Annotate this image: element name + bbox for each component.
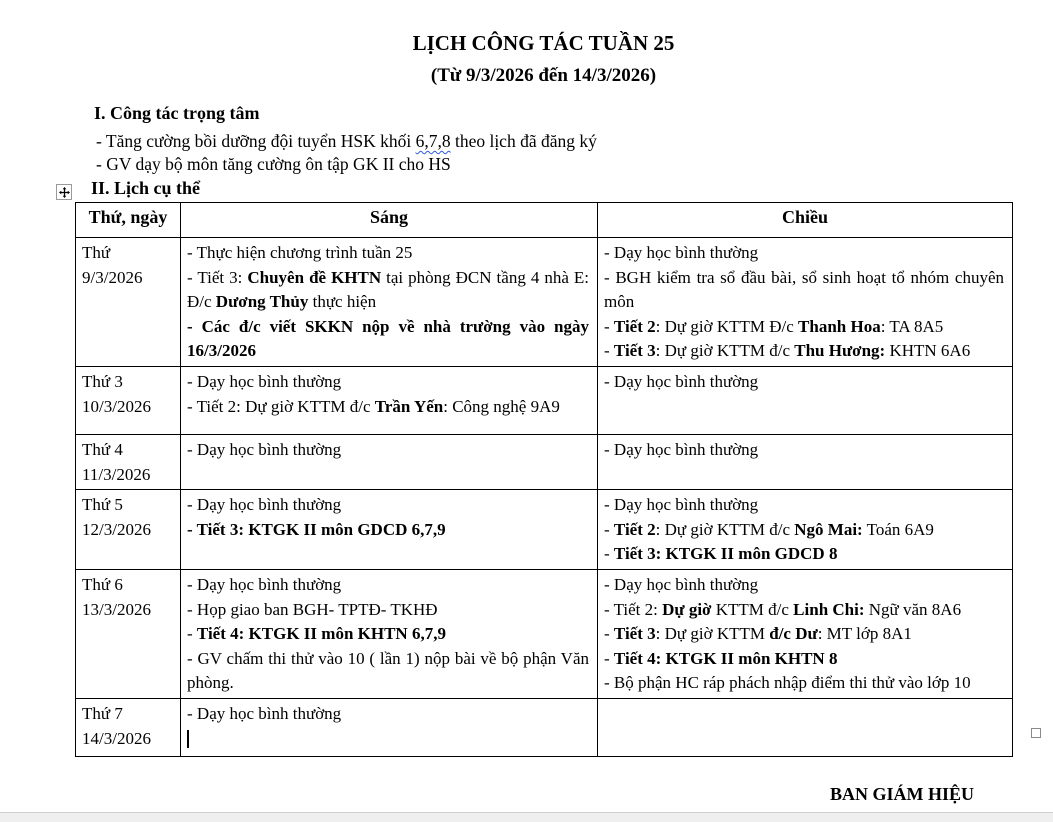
text-run: thực hiện <box>308 292 377 312</box>
section-1-heading[interactable]: I. Công tác trọng tâm <box>94 103 260 123</box>
text-run: : Dự giờ KTTM Đ/c <box>655 316 799 336</box>
text-cursor <box>187 730 189 748</box>
text-run: - <box>604 316 614 336</box>
text-run: Linh Chi: <box>793 599 865 619</box>
text-line[interactable] <box>604 542 1004 567</box>
text-run: - Thực hiện chương trình tuần 25 <box>187 243 413 262</box>
text-run: - Dạy học bình thường <box>604 243 759 262</box>
text-run: - <box>604 648 614 668</box>
text-run: Tiết 4: KTGK II môn KHTN 8 <box>613 648 838 668</box>
text-run: Dương Thủy <box>215 292 309 312</box>
text-run: - Dạy học bình thường <box>187 495 342 515</box>
text-run: - Dạy học bình thường <box>604 574 759 594</box>
column-header-morning[interactable]: Sáng <box>181 203 598 238</box>
morning-cell[interactable] <box>181 238 598 367</box>
move-arrows-icon <box>59 187 70 198</box>
text-run: Tiết 2 <box>613 316 656 336</box>
text-line[interactable] <box>187 370 589 395</box>
text-run: Tiết 3: KTGK II môn GDCD 8 <box>613 544 838 564</box>
text-line[interactable] <box>604 241 1004 266</box>
table-row <box>76 698 1013 756</box>
text-run: - Tiết 3: KTGK II môn GDCD 6,7,9 <box>187 519 446 539</box>
table-resize-handle[interactable] <box>1031 728 1041 738</box>
column-header-afternoon[interactable]: Chiều <box>598 203 1013 238</box>
text-run: : Công nghệ 9A9 <box>443 396 560 416</box>
text-line[interactable] <box>187 493 589 518</box>
afternoon-cell[interactable] <box>598 569 1013 698</box>
text-run: Dự giờ <box>662 599 712 619</box>
text-line[interactable] <box>604 493 1004 518</box>
text-run: Chuyên đề KHTN <box>247 267 382 287</box>
text-line[interactable] <box>187 518 589 543</box>
day-text: 12/3/2026 <box>82 519 151 539</box>
spellcheck-flagged-text: 6,7,8 <box>415 131 451 151</box>
text-run: - <box>604 544 614 564</box>
text-run: - <box>604 624 614 644</box>
text-line[interactable] <box>604 518 1004 543</box>
text-run: đ/c Dư <box>769 624 818 644</box>
morning-cell[interactable] <box>181 698 598 756</box>
day-text: Thứ 5 <box>82 495 123 515</box>
text-run: Trần Yến <box>374 396 444 416</box>
text-run: Toán 6A9 <box>862 519 934 539</box>
text-run: - <box>604 519 614 539</box>
day-cell[interactable] <box>76 698 181 756</box>
text-line[interactable] <box>187 598 589 623</box>
afternoon-cell[interactable] <box>598 238 1013 367</box>
afternoon-cell[interactable] <box>598 366 1013 434</box>
text-line[interactable] <box>187 438 589 463</box>
text-line[interactable] <box>604 647 1004 672</box>
table-row <box>76 434 1013 489</box>
day-cell[interactable] <box>76 490 181 570</box>
morning-cell[interactable] <box>181 490 598 570</box>
text-run: : TA 8A5 <box>880 316 944 336</box>
table-header-row <box>76 203 1013 238</box>
text-run: - Dạy học bình thường <box>187 574 342 594</box>
day-text: Thứ 6 <box>82 574 123 594</box>
day-text: 14/3/2026 <box>82 728 151 748</box>
text-run: - Tiết 2: Dự giờ KTTM đ/c <box>187 396 375 416</box>
text-line[interactable] <box>187 573 589 598</box>
text-line[interactable] <box>187 702 589 727</box>
text-line[interactable] <box>187 395 589 420</box>
day-text: 11/3/2026 <box>82 464 151 484</box>
text-line[interactable] <box>96 153 1012 176</box>
text-run: - Dạy học bình thường <box>604 439 759 459</box>
text-line[interactable] <box>187 266 589 315</box>
text-line[interactable] <box>187 241 589 266</box>
key-tasks-list <box>75 130 1012 176</box>
day-text: 10/3/2026 <box>82 396 151 416</box>
text-line[interactable] <box>604 438 1004 463</box>
text-run: - Dạy học bình thường <box>604 495 759 515</box>
text-run: - Các đ/c viết SKKN nộp về nhà trường vào ngày 16/3/2026 <box>187 316 589 361</box>
text-run: tại phòng ĐCN tầng 4 nhà E: Đ/c <box>187 267 589 312</box>
text-line[interactable] <box>604 671 1004 696</box>
text-run: - BGH kiểm tra sổ đầu bài, sổ sinh hoạt tổ nhóm chuyên môn <box>604 267 1004 312</box>
text-line[interactable] <box>604 573 1004 598</box>
text-line[interactable] <box>604 266 1004 315</box>
text-run: - Tăng cường bồi dưỡng đội tuyển HSK khối <box>96 131 416 151</box>
day-cell[interactable] <box>76 569 181 698</box>
text-run: Ngữ văn 8A6 <box>864 599 962 619</box>
text-run: - Tiết 2: <box>604 599 663 619</box>
text-run: Thanh Hoa <box>798 316 881 336</box>
morning-cell[interactable] <box>181 366 598 434</box>
text-run: Tiết 2 <box>613 519 656 539</box>
text-line[interactable] <box>604 315 1004 340</box>
text-run: Tiết 3 <box>613 341 656 361</box>
text-run: - Dạy học bình thường <box>604 371 759 391</box>
text-run: - GV chấm thi thử vào 10 ( lần 1) nộp bài về bộ phận Văn phòng. <box>187 648 589 693</box>
text-run: : Dự giờ KTTM <box>655 624 770 644</box>
text-line[interactable] <box>187 315 589 364</box>
day-cell[interactable] <box>76 238 181 367</box>
text-run: : Dự giờ KTTM đ/c <box>655 341 795 361</box>
text-run: Thu Hương: <box>794 341 886 361</box>
table-row <box>76 490 1013 570</box>
text-run: - Tiết 3: <box>187 267 248 287</box>
table-move-handle-icon[interactable] <box>56 184 72 200</box>
schedule-table <box>75 202 1013 757</box>
text-run: - Họp giao ban BGH- TPTĐ- TKHĐ <box>187 599 438 619</box>
day-cell[interactable] <box>76 366 181 434</box>
day-text: Thứ 7 <box>82 703 123 723</box>
text-run: KTTM đ/c <box>711 599 794 619</box>
text-run: : Dự giờ KTTM đ/c <box>655 519 795 539</box>
text-line[interactable] <box>187 647 589 696</box>
text-run: : MT lớp 8A1 <box>817 624 912 644</box>
text-run: - <box>187 624 197 644</box>
afternoon-cell[interactable] <box>598 698 1013 756</box>
table-row <box>76 366 1013 434</box>
text-run: - Dạy học bình thường <box>187 371 342 391</box>
text-run: Tiết 3 <box>613 624 656 644</box>
signature-block[interactable]: BAN GIÁM HIỆU <box>829 783 974 804</box>
day-text: Thứ 3 <box>82 371 123 391</box>
morning-cell[interactable] <box>181 434 598 489</box>
document-title[interactable]: LỊCH CÔNG TÁC TUẦN 25 <box>412 31 675 55</box>
text-line[interactable] <box>604 370 1004 395</box>
text-run: - Dạy học bình thường <box>187 703 342 723</box>
section-2-heading[interactable]: II. Lịch cụ thể <box>91 178 201 198</box>
document-subtitle[interactable]: (Từ 9/3/2026 đến 14/3/2026) <box>430 65 657 86</box>
text-run: KHTN 6A6 <box>885 341 971 361</box>
day-text: Thứ 4 <box>82 439 123 459</box>
text-run: - <box>604 341 614 361</box>
text-run: - Bộ phận HC ráp phách nhập điểm thi thử vào lớp 10 <box>604 673 971 693</box>
table-row <box>76 569 1013 698</box>
text-run: - Dạy học bình thường <box>187 439 342 459</box>
text-line[interactable] <box>604 622 1004 647</box>
text-run: Tiết 4: KTGK II môn KHTN 6,7,9 <box>196 624 446 644</box>
text-run: Ngô Mai: <box>794 519 863 539</box>
day-text: 9/3/2026 <box>82 267 143 287</box>
text-line[interactable] <box>96 130 1012 153</box>
morning-cell[interactable] <box>181 569 598 698</box>
text-line[interactable] <box>604 598 1004 623</box>
text-line[interactable] <box>604 339 1004 364</box>
document-page <box>75 0 1012 804</box>
text-run: - GV dạy bộ môn tăng cường ôn tập GK II cho HS <box>96 154 451 174</box>
day-text: Thứ <box>82 243 111 262</box>
text-line[interactable] <box>187 727 589 752</box>
text-line[interactable] <box>187 622 589 647</box>
column-header-day[interactable]: Thứ, ngày <box>76 203 181 238</box>
text-run: theo lịch đã đăng ký <box>450 131 597 151</box>
day-cell[interactable] <box>76 434 181 489</box>
afternoon-cell[interactable] <box>598 434 1013 489</box>
afternoon-cell[interactable] <box>598 490 1013 570</box>
day-text: 13/3/2026 <box>82 599 151 619</box>
table-row <box>76 238 1013 367</box>
